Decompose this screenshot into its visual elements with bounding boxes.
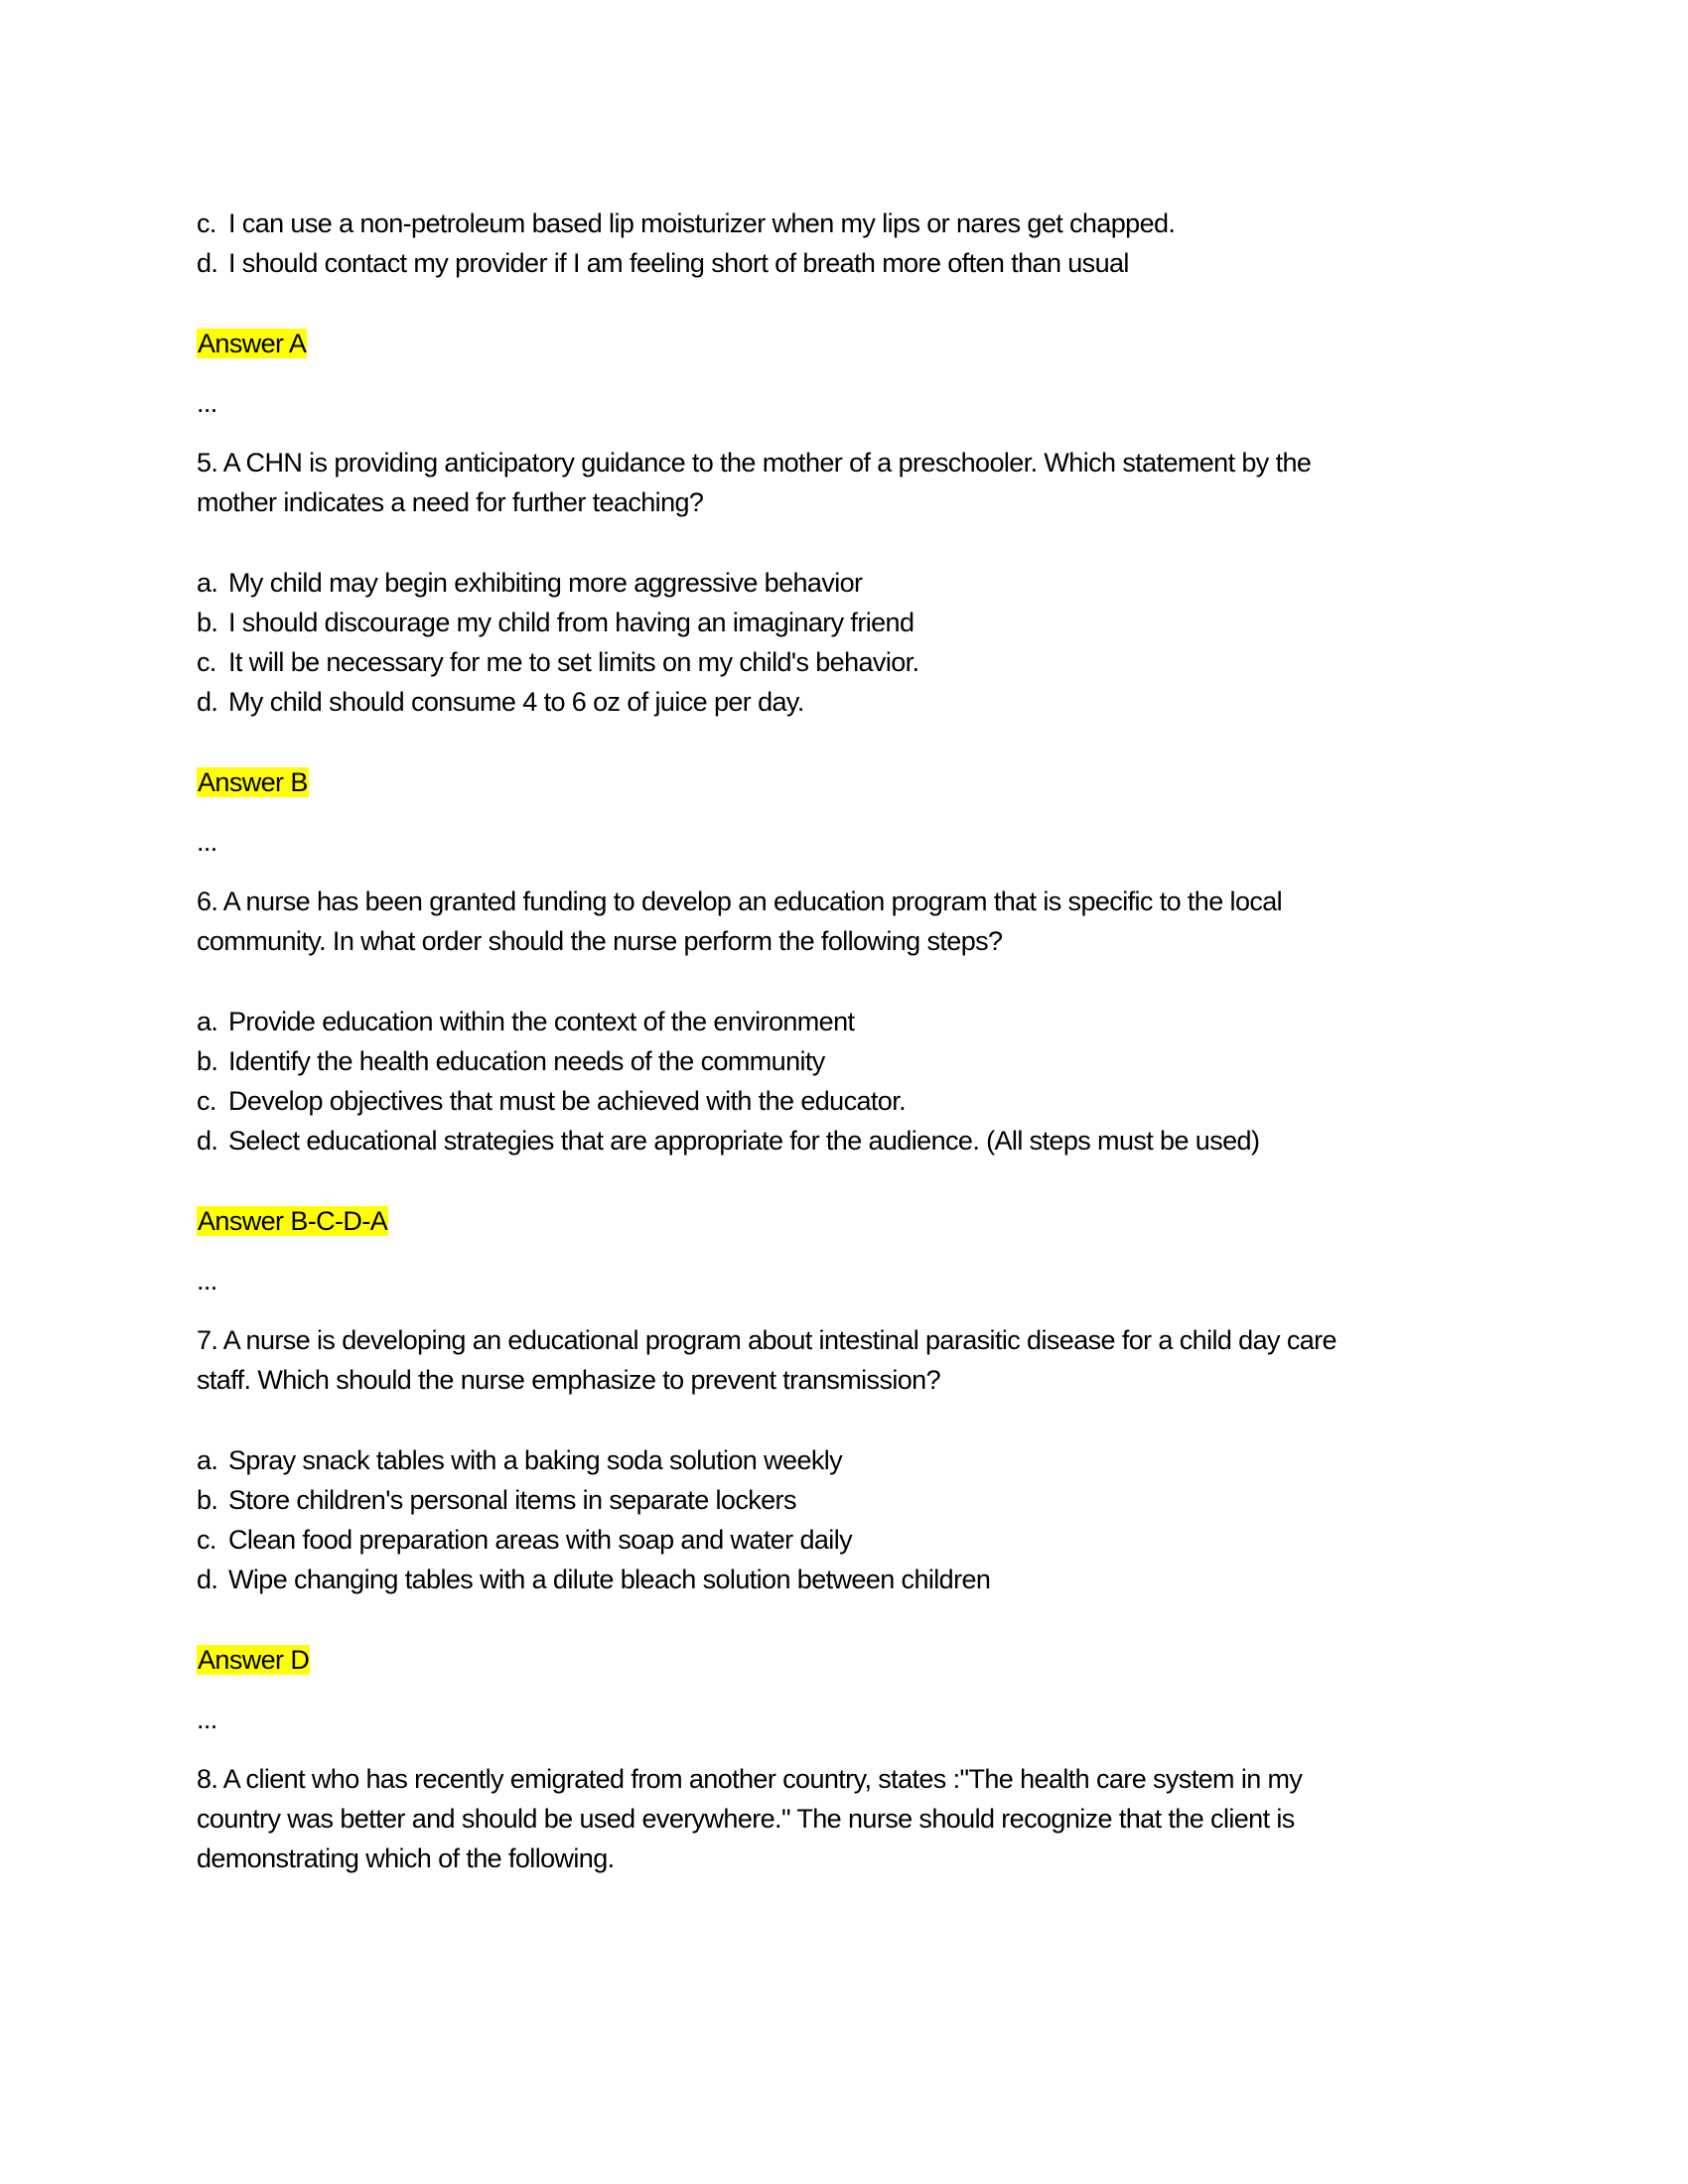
option-text: My child should consume 4 to 6 oz of juice per day. (228, 687, 804, 717)
question-5-line-1: 5. A CHN is providing anticipatory guidance to the mother of a preschooler. Which statement by the (197, 448, 1312, 478)
option-letter: d. (197, 248, 218, 278)
option-letter: c. (197, 647, 216, 677)
option-text: Spray snack tables with a baking soda solution weekly (228, 1445, 843, 1475)
option-letter: c. (197, 208, 216, 238)
option-letter: c. (197, 1525, 216, 1555)
question-6-option-b (197, 1042, 825, 1080)
question-7-option-a (197, 1441, 842, 1479)
option-text: Provide education within the context of the environment (228, 1007, 855, 1036)
question-6-line-1: 6. A nurse has been granted funding to develop an education program that is specific to the local (197, 887, 1283, 916)
question-5-option-b (197, 604, 914, 641)
separator: ... (197, 1705, 217, 1734)
option-letter: d. (197, 687, 218, 717)
option-letter: c. (197, 1086, 216, 1116)
question-6-line-2: community. In what order should the nurse perform the following steps? (197, 926, 1003, 956)
question-7-line-1: 7. A nurse is developing an educational program about intestinal parasitic disease for a child day care (197, 1325, 1336, 1355)
question-6-option-a (197, 1003, 854, 1040)
option-text: Clean food preparation areas with soap and water daily (228, 1525, 853, 1555)
question-8-line-1: 8. A client who has recently emigrated from another country, states :"The health care system in my (197, 1764, 1303, 1794)
separator: ... (197, 388, 217, 418)
question-7-line-2: staff. Which should the nurse emphasize to prevent transmission? (197, 1365, 941, 1395)
option-text: I should discourage my child from having an imaginary friend (228, 608, 914, 637)
option-text: Store children's personal items in separate lockers (228, 1485, 796, 1515)
question-5-line-2: mother indicates a need for further teaching? (197, 487, 704, 517)
option-letter: a. (197, 568, 218, 598)
question-5-answer (197, 763, 309, 801)
question-5-option-c (197, 643, 918, 681)
option-letter: d. (197, 1565, 218, 1594)
answer-line (197, 325, 307, 362)
question-6-option-c (197, 1082, 906, 1120)
option-d (197, 244, 1129, 282)
question-7-answer (197, 1641, 310, 1679)
option-letter: b. (197, 1046, 218, 1076)
option-text: Identify the health education needs of the community (228, 1046, 825, 1076)
question-8-line-2: country was better and should be used everywhere." The nurse should recognize that the client is (197, 1804, 1295, 1834)
option-text: My child may begin exhibiting more aggressive behavior (228, 568, 863, 598)
separator: ... (197, 1266, 217, 1296)
option-letter: d. (197, 1126, 218, 1156)
option-text: It will be necessary for me to set limits on my child's behavior. (228, 647, 919, 677)
option-letter: a. (197, 1445, 218, 1475)
option-text: Wipe changing tables with a dilute bleach solution between children (228, 1565, 991, 1594)
separator: ... (197, 827, 217, 857)
option-text: Select educational strategies that are appropriate for the audience. (All steps must be used) (228, 1126, 1260, 1156)
option-letter: b. (197, 1485, 218, 1515)
option-text: Develop objectives that must be achieved with the educator. (228, 1086, 907, 1116)
option-c (197, 205, 1175, 242)
option-letter: b. (197, 608, 218, 637)
question-7-option-d (197, 1561, 990, 1598)
answer-highlight: Answer B-C-D-A (198, 1206, 388, 1236)
question-7-option-c (197, 1521, 852, 1559)
answer-highlight: Answer D (198, 1645, 310, 1675)
option-text: I can use a non-petroleum based lip moisturizer when my lips or nares get chapped. (228, 208, 1176, 238)
question-6-answer (197, 1202, 388, 1240)
answer-highlight: Answer A (198, 329, 307, 358)
question-5-option-d (197, 683, 804, 721)
question-5-option-a (197, 564, 862, 602)
question-6-option-d (197, 1122, 1259, 1160)
option-letter: a. (197, 1007, 218, 1036)
option-text: I should contact my provider if I am feeling short of breath more often than usual (228, 248, 1129, 278)
question-7-option-b (197, 1481, 796, 1519)
answer-highlight: Answer B (198, 767, 308, 797)
question-8-line-3: demonstrating which of the following. (197, 1843, 615, 1873)
